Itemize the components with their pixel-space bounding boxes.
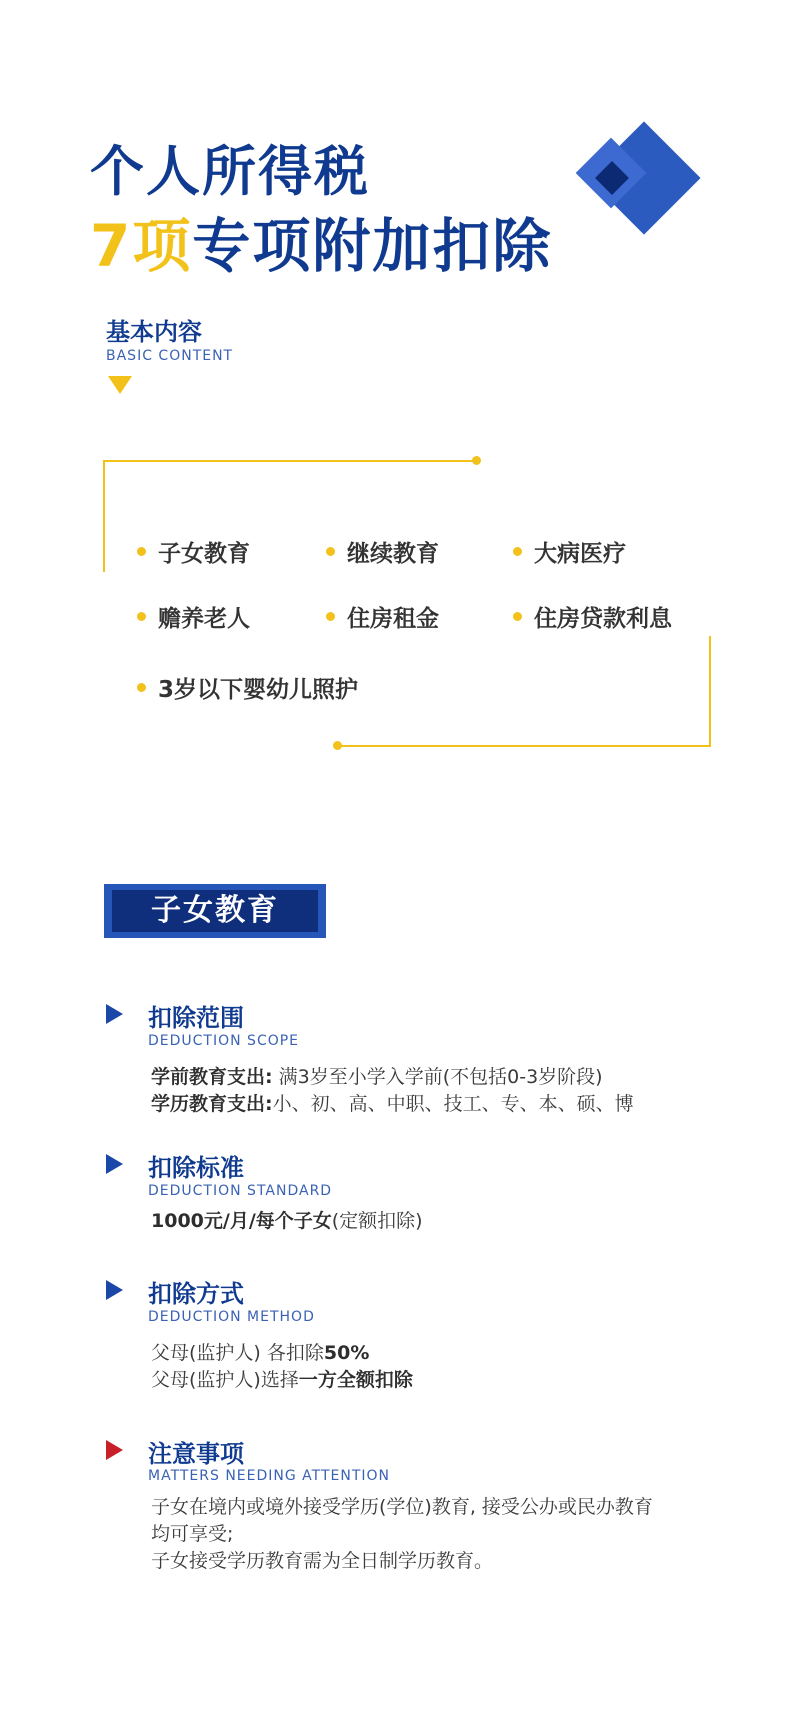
title-line-2 — [90, 214, 552, 278]
method-line-1: 父母(监护人) 各扣除50% — [151, 1342, 370, 1364]
frame-dot-top — [472, 456, 481, 465]
scope-line-1: 学前教育支出: 满3岁至小学入学前(不包括0-3岁阶段) — [151, 1066, 603, 1088]
frame-line-top — [103, 460, 477, 462]
bullet-icon — [326, 547, 335, 556]
standard-subheading: DEDUCTION STANDARD — [148, 1183, 333, 1199]
standard-heading: 扣除标准 — [148, 1154, 244, 1182]
play-triangle-icon — [106, 1154, 123, 1174]
bullet-icon — [513, 547, 522, 556]
method-heading: 扣除方式 — [148, 1280, 244, 1308]
frame-dot-bottom — [333, 741, 342, 750]
attention-heading: 注意事项 — [148, 1440, 244, 1468]
attention-subheading: MATTERS NEEDING ATTENTION — [148, 1468, 391, 1484]
play-triangle-red-icon — [106, 1440, 123, 1460]
list-item: 大病医疗 — [513, 535, 626, 568]
attention-line-1: 子女在境内或境外接受学历(学位)教育, 接受公办或民办教育 — [151, 1496, 653, 1518]
bullet-icon — [137, 547, 146, 556]
bullet-icon — [513, 612, 522, 621]
standard-line: 1000元/月/每个子女(定额扣除) — [151, 1210, 423, 1232]
scope-subheading: DEDUCTION SCOPE — [148, 1033, 300, 1049]
list-item: 住房租金 — [326, 600, 439, 633]
attention-line-3: 子女接受学历教育需为全日制学历教育。 — [151, 1550, 494, 1572]
title-line-1: 个人所得税 — [90, 140, 370, 203]
section-banner-title: 子女教育 — [151, 893, 279, 928]
scope-heading: 扣除范围 — [148, 1004, 244, 1032]
list-item: 3岁以下婴幼儿照护 — [137, 671, 358, 704]
title-accent: 7项 — [90, 212, 193, 280]
list-item: 继续教育 — [326, 535, 439, 568]
triangle-down-icon — [108, 376, 132, 394]
attention-line-2: 均可享受; — [151, 1523, 234, 1545]
bullet-icon — [137, 683, 146, 692]
basic-content-subtitle: BASIC CONTENT — [106, 348, 234, 364]
frame-line-right — [709, 636, 711, 747]
frame-line-bottom — [337, 745, 711, 747]
method-line-2: 父母(监护人)选择一方全额扣除 — [151, 1369, 413, 1391]
frame-line-left — [103, 460, 105, 572]
play-triangle-icon — [106, 1280, 123, 1300]
basic-content-title: 基本内容 — [106, 318, 202, 346]
method-subheading: DEDUCTION METHOD — [148, 1309, 315, 1325]
list-item: 住房贷款利息 — [513, 600, 672, 633]
list-item: 赡养老人 — [137, 600, 250, 633]
title-rest: 专项附加扣除 — [192, 212, 553, 280]
bullet-icon — [326, 612, 335, 621]
play-triangle-icon — [106, 1004, 123, 1024]
bullet-icon — [137, 612, 146, 621]
list-item: 子女教育 — [137, 535, 250, 568]
scope-line-2: 学历教育支出:小、初、高、中职、技工、专、本、硕、博 — [151, 1093, 634, 1115]
